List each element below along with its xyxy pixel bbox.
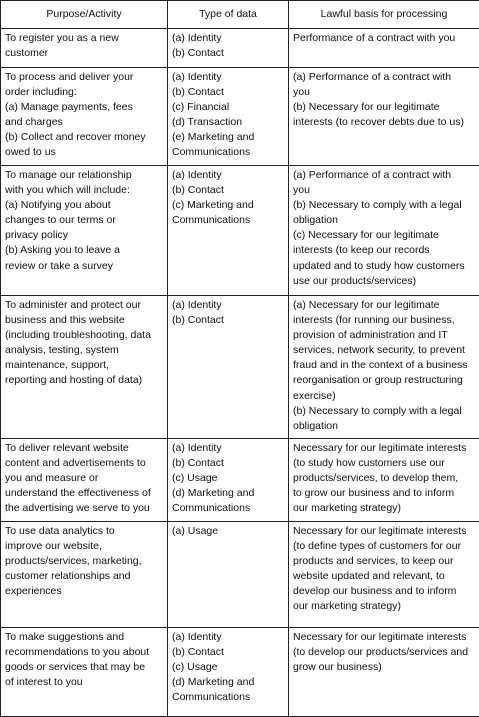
cell-text-line: interests (to keep our records	[293, 243, 476, 258]
cell-text-line: website updated and relevant, to	[293, 569, 476, 584]
cell-text-line: (to define types of customers for our	[293, 539, 476, 554]
cell-text-line: business and this website	[5, 313, 164, 328]
cell-text-line: (a) Performance of a contract with	[293, 168, 476, 183]
cell-text-line: products/services, to develop them,	[293, 471, 476, 486]
purpose-cell	[1, 296, 168, 439]
purpose-cell	[1, 628, 168, 717]
cell-text-line: (including troubleshooting, data	[5, 328, 164, 343]
cell-text-line: (c) Necessary for our legitimate	[293, 228, 476, 243]
cell-text-line: (d) Marketing and	[172, 675, 285, 690]
cell-text-line: (b) Collect and recover money	[5, 130, 164, 145]
cell-text-line: reporting and hosting of data)	[5, 373, 164, 388]
cell-text-line: (b) Contact	[172, 183, 285, 198]
cell-text-line: (a) Usage	[172, 524, 285, 539]
cell-text-line: order including:	[5, 85, 164, 100]
table-row	[1, 68, 479, 166]
lawful-basis-cell	[289, 29, 479, 68]
cell-text-line: you	[293, 183, 476, 198]
cell-text-line: (b) Contact	[172, 46, 285, 61]
cell-text-line: (c) Marketing and	[172, 198, 285, 213]
purpose-cell	[1, 68, 168, 166]
cell-text-line: customer relationships and	[5, 569, 164, 584]
cell-text-line: you	[293, 85, 476, 100]
lawful-basis-cell	[289, 166, 479, 296]
type-of-data-cell	[168, 166, 289, 296]
cell-text-line: (a) Identity	[172, 298, 285, 313]
type-of-data-cell	[168, 628, 289, 717]
cell-text-line: (a) Identity	[172, 168, 285, 183]
cell-text-line: our marketing strategy)	[293, 599, 476, 614]
cell-text-line: maintenance, support,	[5, 358, 164, 373]
type-of-data-cell	[168, 29, 289, 68]
cell-text-line: Necessary for our legitimate interests	[293, 524, 476, 539]
cell-text-line: (b) Contact	[172, 313, 285, 328]
cell-text-line: updated and to study how customers	[293, 259, 476, 274]
purpose-cell	[1, 522, 168, 628]
cell-text-line: and charges	[5, 115, 164, 130]
cell-text-line: grow our business)	[293, 660, 476, 675]
type-of-data-cell	[168, 522, 289, 628]
cell-text-line: (c) Usage	[172, 471, 285, 486]
cell-text-line: Communications	[172, 213, 285, 228]
cell-text-line: (a) Necessary for our legitimate	[293, 298, 476, 313]
cell-text-line: services, network security, to prevent	[293, 343, 476, 358]
cell-text-line: content and advertisements to	[5, 456, 164, 471]
cell-text-line: reorganisation or group restructuring	[293, 373, 476, 388]
cell-text-line: (a) Identity	[172, 630, 285, 645]
cell-text-line: (b) Necessary to comply with a legal	[293, 198, 476, 213]
cell-text-line: (b) Contact	[172, 456, 285, 471]
cell-text-line: improve our website,	[5, 539, 164, 554]
table-row	[1, 628, 479, 717]
cell-text-line: (a) Identity	[172, 70, 285, 85]
cell-text-line: (a) Performance of a contract with	[293, 70, 476, 85]
cell-text-line: (d) Marketing and	[172, 486, 285, 501]
cell-text-line: Communications	[172, 145, 285, 160]
cell-text-line: understand the effectiveness of	[5, 486, 164, 501]
header-row	[1, 1, 479, 29]
table-row	[1, 439, 479, 522]
cell-text-line: (a) Manage payments, fees	[5, 100, 164, 115]
cell-text-line: products/services, marketing,	[5, 554, 164, 569]
cell-text-line: (b) Asking you to leave a	[5, 243, 164, 258]
cell-text-line: Necessary for our legitimate interests	[293, 441, 476, 456]
cell-text-line: you and measure or	[5, 471, 164, 486]
cell-text-line: use our products/services)	[293, 274, 476, 289]
purpose-cell	[1, 166, 168, 296]
cell-text-line: (a) Identity	[172, 441, 285, 456]
header-type-of-data: Type of data	[168, 1, 289, 29]
cell-text-line: Communications	[172, 690, 285, 705]
cell-text-line: (a) Identity	[172, 31, 285, 46]
type-of-data-cell	[168, 68, 289, 166]
cell-text-line: To deliver relevant website	[5, 441, 164, 456]
cell-text-line: review or take a survey	[5, 259, 164, 274]
lawful-basis-cell	[289, 522, 479, 628]
cell-text-line: owed to us	[5, 145, 164, 160]
type-of-data-cell	[168, 439, 289, 522]
cell-text-line: To administer and protect our	[5, 298, 164, 313]
table-row	[1, 29, 479, 68]
cell-text-line: interests (to recover debts due to us)	[293, 115, 476, 130]
cell-text-line: changes to our terms or	[5, 213, 164, 228]
purpose-cell	[1, 29, 168, 68]
cell-text-line: our marketing strategy)	[293, 501, 476, 516]
cell-text-line: customer	[5, 46, 164, 61]
cell-text-line: privacy policy	[5, 228, 164, 243]
cell-text-line: experiences	[5, 584, 164, 599]
cell-text-line: To use data analytics to	[5, 524, 164, 539]
cell-text-line: (b) Necessary to comply with a legal	[293, 404, 476, 419]
cell-text-line: of interest to you	[5, 675, 164, 690]
cell-text-line: obligation	[293, 419, 476, 434]
cell-text-line: Necessary for our legitimate interests	[293, 630, 476, 645]
cell-text-line: To register you as a new	[5, 31, 164, 46]
lawful-basis-cell	[289, 439, 479, 522]
cell-text-line: (c) Usage	[172, 660, 285, 675]
cell-text-line: Communications	[172, 501, 285, 516]
lawful-basis-cell	[289, 628, 479, 717]
table-row	[1, 166, 479, 296]
cell-text-line: goods or services that may be	[5, 660, 164, 675]
cell-text-line: (c) Financial	[172, 100, 285, 115]
cell-text-line: To make suggestions and	[5, 630, 164, 645]
cell-text-line: (e) Marketing and	[172, 130, 285, 145]
cell-text-line: interests (for running our business,	[293, 313, 476, 328]
lawful-basis-cell	[289, 296, 479, 439]
header-lawful-basis: Lawful basis for processing	[289, 1, 479, 29]
cell-text-line: (b) Contact	[172, 85, 285, 100]
cell-text-line: Performance of a contract with you	[293, 31, 476, 46]
cell-text-line: the advertising we serve to you	[5, 501, 164, 516]
cell-text-line: analysis, testing, system	[5, 343, 164, 358]
cell-text-line: recommendations to you about	[5, 645, 164, 660]
cell-text-line: exercise)	[293, 389, 476, 404]
cell-text-line: develop our business and to inform	[293, 584, 476, 599]
type-of-data-cell	[168, 296, 289, 439]
cell-text-line: to grow our business and to inform	[293, 486, 476, 501]
cell-text-line: (to develop our products/services and	[293, 645, 476, 660]
cell-text-line: fraud and in the context of a business	[293, 358, 476, 373]
cell-text-line: obligation	[293, 213, 476, 228]
cell-text-line: To process and deliver your	[5, 70, 164, 85]
cell-text-line: with you which will include:	[5, 183, 164, 198]
cell-text-line: (to study how customers use our	[293, 456, 476, 471]
cell-text-line: products and services, to keep our	[293, 554, 476, 569]
table-row	[1, 522, 479, 628]
purpose-cell	[1, 439, 168, 522]
cell-text-line: (d) Transaction	[172, 115, 285, 130]
cell-text-line: (b) Necessary for our legitimate	[293, 100, 476, 115]
table-row	[1, 296, 479, 439]
lawful-basis-cell	[289, 68, 479, 166]
header-purpose: Purpose/Activity	[1, 1, 168, 29]
cell-text-line: (a) Notifying you about	[5, 198, 164, 213]
cell-text-line: (b) Contact	[172, 645, 285, 660]
cell-text-line: To manage our relationship	[5, 168, 164, 183]
cell-text-line: provision of administration and IT	[293, 328, 476, 343]
